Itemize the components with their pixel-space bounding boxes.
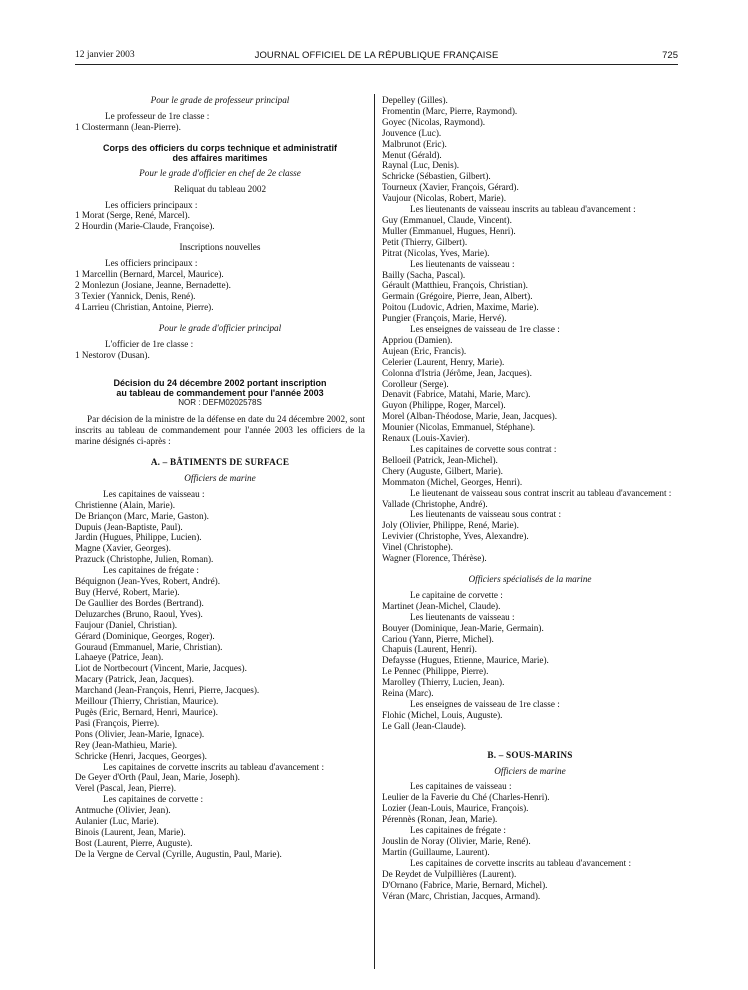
list-item: De la Vergne de Cerval (Cyrille, Augustin, Paul, Marie).: [75, 848, 282, 859]
list-item: Vallade (Christophe, André).: [382, 498, 488, 509]
left-column: [75, 95, 365, 860]
list-item: Liot de Nortbecourt (Vincent, Marie, Jacques).: [75, 663, 247, 674]
list-item: Véran (Marc, Christian, Jacques, Armand).: [382, 890, 541, 901]
ccta-list: [75, 772, 365, 794]
cv-list: [75, 500, 365, 565]
list-item: Bailly (Sacha, Pascal).: [382, 269, 466, 280]
list-item: 1 Nestorov (Dusan).: [75, 349, 150, 360]
ev-list: [382, 335, 678, 444]
rank-subheading: Les capitaines de corvette :: [103, 794, 203, 805]
list-item: Dupuis (Jean-Baptiste, Paul).: [75, 521, 183, 532]
rank-subheading: Les officiers principaux :: [105, 258, 198, 269]
sub-heading: Inscriptions nouvelles: [179, 242, 261, 253]
list-item: Jouslin de Noray (Olivier, Marie, René).: [382, 836, 531, 846]
list-item: Pugès (Eric, Bernard, Henri, Maurice).: [75, 706, 218, 717]
list-item: Pérennès (Ronan, Jean, Marie).: [382, 814, 498, 825]
list-item: Morel (Alban-Théodose, Marie, Jean, Jacques).: [382, 411, 558, 422]
rank-subheading: Les lieutenants de vaisseau sous contrat :: [410, 509, 562, 520]
list-item: Gouraud (Emmanuel, Marie, Christian).: [75, 641, 223, 652]
decision-paragraph: Par décision de la ministre de la défense en date du 24 décembre 2002, sont inscrits au tableau de commandement pour l'année 2003 les officiers de la marine désignés ci-après :: [75, 414, 365, 447]
cc-cont-list: [382, 95, 678, 204]
list-item: Marolley (Thierry, Lucien, Jean).: [382, 677, 505, 688]
ltv-list: [382, 270, 678, 325]
list-item: Christienne (Alain, Marie).: [75, 499, 176, 510]
cc-list: [75, 805, 365, 860]
rank-subheading: Le professeur de 1re classe :: [105, 110, 210, 121]
list-item: Depelley (Gilles).: [382, 95, 448, 105]
ccsc-list: [382, 455, 678, 488]
list-item: Bost (Laurent, Pierre, Auguste).: [75, 837, 193, 848]
list-item: Jouvence (Luc).: [382, 127, 442, 138]
list-item: Mounier (Nicolas, Emmanuel, Stéphane).: [382, 422, 536, 433]
list-item: Macary (Patrick, Jean, Jacques).: [75, 674, 194, 685]
list-item: Le Gall (Jean-Claude).: [382, 720, 466, 731]
rank-subheading: Les capitaines de corvette sous contrat :: [410, 444, 557, 454]
rank-subheading: Les enseignes de vaisseau de 1re classe :: [410, 698, 560, 709]
list-item: Gérault (Matthieu, François, Christian).: [382, 280, 528, 291]
list-item: Guy (Emmanuel, Claude, Vincent).: [382, 214, 512, 225]
list-item: Le Pennec (Philippe, Pierre).: [382, 666, 489, 677]
osm-ltv-list: [382, 623, 678, 699]
list-item: Vaujour (Nicolas, Robert, Marie).: [382, 193, 506, 204]
list-item: Cariou (Yann, Pierre, Michel).: [382, 633, 494, 644]
rank-subheading: Les capitaines de corvette inscrits au tableau d'avancement :: [103, 761, 325, 772]
list-item: Leulier de la Faverie du Ché (Charles-Henri).: [382, 792, 550, 803]
list-item: Martin (Guillaume, Laurent).: [382, 846, 490, 857]
rank-subheading: Les officiers principaux :: [105, 199, 198, 210]
list-item: Mommaton (Michel, Georges, Henri).: [382, 476, 523, 487]
list-item: Poitou (Ludovic, Adrien, Maxime, Marie).: [382, 302, 539, 313]
list-item: D'Ornano (Fabrice, Marie, Bernard, Michel).: [382, 879, 548, 890]
list-item: De Briançon (Marc, Marie, Gaston).: [75, 510, 209, 521]
list-item: Rey (Jean-Mathieu, Marie).: [75, 739, 178, 750]
list-item: Schricke (Sébastien, Gilbert).: [382, 171, 491, 182]
rank-subheading: Les enseignes de vaisseau de 1re classe :: [410, 324, 560, 335]
list-item: Denavit (Fabrice, Matahi, Marie, Marc).: [382, 389, 531, 400]
list-item: Marchand (Jean-François, Henri, Pierre, Jacques).: [75, 685, 260, 696]
list-item: Corolleur (Serge).: [382, 378, 449, 389]
rank-subheading: Les capitaines de frégate :: [410, 825, 506, 836]
list-item: Lahaeye (Patrice, Jean).: [75, 652, 164, 663]
list-item: Vinel (Christophe).: [382, 542, 453, 553]
sm-cf-list: [382, 836, 678, 858]
list-item: Flohic (Michel, Louis, Auguste).: [382, 709, 503, 720]
list-item: 2 Hourdin (Marie-Claude, Françoise).: [75, 221, 215, 232]
list-item: Aulanier (Luc, Marie).: [75, 816, 159, 827]
list-item: Pitrat (Nicolas, Yves, Marie).: [382, 247, 490, 258]
list-item: 1 Morat (Serge, René, Marcel).: [75, 210, 190, 221]
list-item: Schricke (Henri, Jacques, Georges).: [75, 750, 207, 761]
list-item: Faujour (Daniel, Christian).: [75, 619, 178, 630]
ltvsc2-list: [382, 520, 678, 564]
list-item: Levivier (Christophe, Yves, Alexandre).: [382, 531, 529, 542]
list-item: Petit (Thierry, Gilbert).: [382, 236, 468, 247]
rank-subheading: Les capitaines de corvette inscrits au tableau d'avancement :: [410, 857, 632, 868]
right-column: [382, 95, 678, 901]
rank-subheading: Les lieutenants de vaisseau :: [410, 611, 515, 622]
list-item: Verel (Pascal, Jean, Pierre).: [75, 783, 177, 794]
list-item: De Gaullier des Bordes (Bertrand).: [75, 597, 204, 608]
ltvsc-list: [382, 499, 678, 510]
corps-heading-line1: Corps des officiers du corps technique et administratif: [102, 142, 338, 153]
list-item: Jardin (Hugues, Philippe, Lucien).: [75, 532, 202, 543]
nor-reference: NOR : DEFM0202578S: [178, 398, 262, 408]
section-heading: Officiers spécialisés de la marine: [468, 573, 592, 584]
list-item: Binois (Laurent, Jean, Marie).: [75, 826, 186, 837]
section-b-title: B. – SOUS-MARINS: [487, 749, 573, 760]
issue-date: 12 janvier 2003: [75, 50, 135, 60]
rank-subheading: Le capitaine de corvette :: [410, 589, 503, 600]
rank-subheading: Le lieutenant de vaisseau sous contrat inscrit au tableau d'avancement :: [410, 487, 672, 498]
cf-list: [75, 576, 365, 761]
osm-cc-list: [382, 601, 678, 612]
list-item: Gérard (Dominique, Georges, Roger).: [75, 630, 215, 641]
journal-title: JOURNAL OFFICIEL DE LA RÉPUBLIQUE FRANÇAISE: [254, 50, 499, 61]
sm-ccta-list: [382, 869, 678, 902]
rank-subheading: Les capitaines de vaisseau :: [410, 781, 512, 792]
section-heading: Pour le grade d'officier en chef de 2e classe: [139, 167, 301, 178]
list-item: Raynal (Luc, Denis).: [382, 160, 460, 171]
list-item: Antmuche (Olivier, Jean).: [75, 805, 171, 816]
list-item: Pons (Olivier, Jean-Marie, Ignace).: [75, 728, 205, 739]
list-item: Pasi (François, Pierre).: [75, 717, 160, 728]
list-item: Joly (Olivier, Philippe, René, Marie).: [382, 520, 519, 531]
list-item: Buy (Hervé, Robert, Marie).: [75, 587, 180, 597]
list-item: Aujean (Eric, Francis).: [382, 345, 467, 356]
rank-subheading: Les lieutenants de vaisseau :: [410, 258, 515, 269]
section-heading: Officiers de marine: [494, 765, 566, 776]
list-item: Bouyer (Dominique, Jean-Marie, Germain).: [382, 622, 544, 633]
section-heading: Pour le grade d'officier principal: [158, 322, 282, 333]
rank-subheading: Les capitaines de vaisseau :: [103, 488, 205, 499]
list-item: Chapuis (Laurent, Henri).: [382, 644, 477, 655]
rank-subheading: Les lieutenants de vaisseau inscrits au tableau d'avancement :: [410, 204, 636, 215]
decision-title-line1: Décision du 24 décembre 2002 portant inscription: [113, 378, 327, 389]
list-item: Lozier (Jean-Louis, Maurice, François).: [382, 803, 529, 814]
list-item: Meillour (Thierry, Christian, Maurice).: [75, 696, 219, 707]
list-item: Béquignon (Jean-Yves, Robert, André).: [75, 576, 221, 587]
rank-subheading: L'officier de 1re classe :: [105, 338, 194, 349]
sm-cv-list: [382, 792, 678, 825]
list-item: Deluzarches (Bruno, Raoul, Yves).: [75, 608, 203, 619]
list-item: Muller (Emmanuel, Hugues, Henri).: [382, 225, 516, 236]
list-item: De Geyer d'Orth (Paul, Jean, Marie, Joseph).: [75, 772, 240, 783]
list-item: Renaux (Louis-Xavier).: [382, 433, 470, 444]
rank-subheading: Les capitaines de frégate :: [103, 565, 199, 576]
ltva-list: [382, 215, 678, 259]
list-item: 1 Clostermann (Jean-Pierre).: [75, 121, 181, 132]
page-number: 725: [662, 50, 678, 61]
column-divider: [374, 94, 375, 969]
section-heading: Pour le grade de professeur principal: [150, 95, 290, 105]
corps-heading-line2: des affaires maritimes: [172, 152, 268, 163]
list-item: Guyon (Philippe, Roger, Marcel).: [382, 400, 506, 411]
list-item: De Reydet de Vulpillières (Laurent).: [382, 868, 517, 879]
sub-heading: Reliquat du tableau 2002: [173, 183, 267, 194]
list-item: Appriou (Damien).: [382, 334, 453, 345]
list-item: 4 Larrieu (Christian, Antoine, Pierre).: [75, 301, 214, 312]
list-item: Colonna d'Istria (Jérôme, Jean, Jacques).: [382, 367, 532, 378]
section-heading: Officiers de marine: [184, 472, 256, 483]
list-item: Defaysse (Hugues, Etienne, Maurice, Marie).: [382, 655, 549, 666]
list-item: 2 Monlezun (Josiane, Jeanne, Bernadette).: [75, 279, 231, 290]
list-item: Martinet (Jean-Michel, Claude).: [382, 600, 501, 611]
list-item: Prazuck (Christophe, Julien, Roman).: [75, 554, 214, 565]
list-item: Reina (Marc).: [382, 688, 434, 699]
section-a-title: A. – BÂTIMENTS DE SURFACE: [150, 457, 290, 468]
decision-title-line2: au tableau de commandement pour l'année 2003: [116, 388, 324, 399]
page-header: [75, 50, 678, 65]
list-item: Celerier (Laurent, Henry, Marie).: [382, 356, 505, 367]
list-item: Pungier (François, Marie, Hervé).: [382, 313, 507, 324]
list-item: Goyec (Nicolas, Raymond).: [382, 116, 486, 127]
list-item: Belloeil (Patrick, Jean-Michel).: [382, 454, 498, 465]
list-item: Menut (Gérald).: [382, 149, 442, 160]
list-item: Magne (Xavier, Georges).: [75, 543, 171, 554]
osm-ev-list: [382, 710, 678, 732]
list-item: Tourneux (Xavier, François, Gérard).: [382, 182, 519, 193]
list-item: Malbrunot (Eric).: [382, 138, 447, 149]
list-item: Wagner (Florence, Thérèse).: [382, 553, 487, 564]
list-item: Chery (Auguste, Gilbert, Marie).: [382, 465, 503, 476]
list-item: Fromentin (Marc, Pierre, Raymond).: [382, 105, 518, 116]
list-item: 1 Marcellin (Bernard, Marcel, Maurice).: [75, 269, 224, 280]
list-item: Germain (Grégoire, Pierre, Jean, Albert).: [382, 291, 533, 302]
list-item: 3 Texier (Yannick, Denis, René).: [75, 290, 196, 301]
